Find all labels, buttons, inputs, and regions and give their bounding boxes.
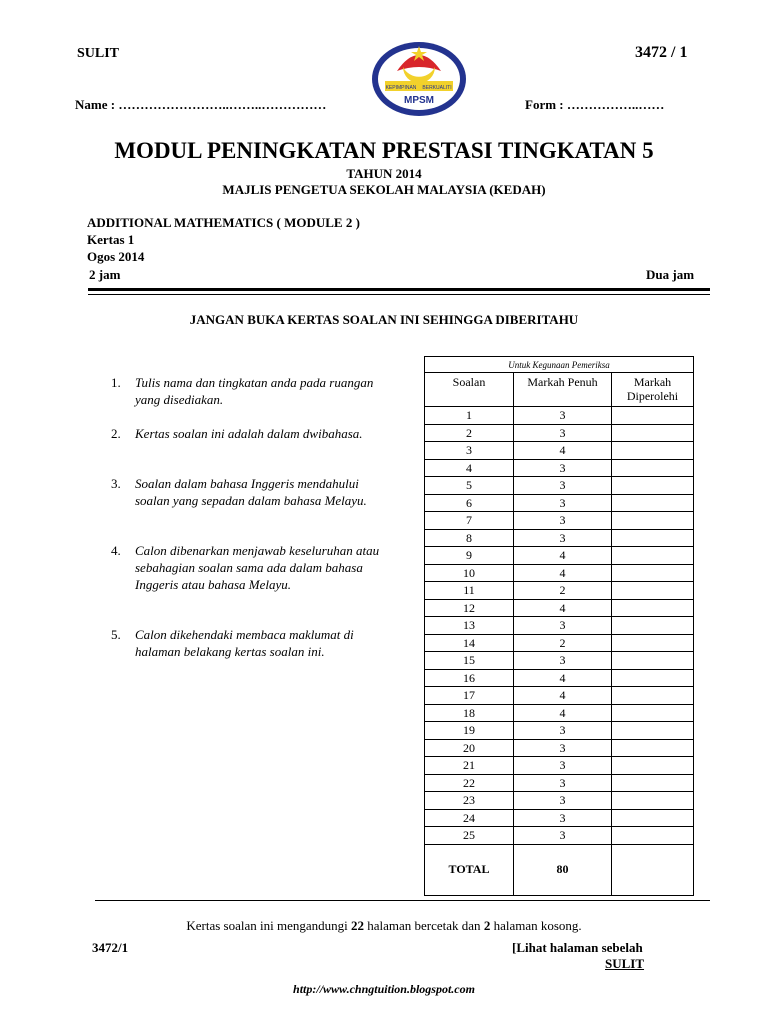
full-marks-cell: 4 bbox=[514, 687, 612, 705]
marks-obtained-cell[interactable] bbox=[612, 739, 694, 757]
marks-obtained-cell[interactable] bbox=[612, 792, 694, 810]
instruction-number: 3. bbox=[111, 476, 121, 491]
page-count-text: halaman kosong. bbox=[490, 918, 582, 933]
marks-obtained-cell[interactable] bbox=[612, 477, 694, 495]
full-marks-cell: 3 bbox=[514, 809, 612, 827]
total-obtained-cell[interactable] bbox=[612, 844, 694, 895]
instruction-text: Kertas soalan ini adalah dalam dwibahasa. bbox=[135, 426, 363, 441]
source-url-link[interactable]: http://www.chngtuition.blogspot.com bbox=[293, 982, 475, 996]
sulit-label-top: SULIT bbox=[77, 46, 120, 61]
question-number-cell: 20 bbox=[425, 739, 514, 757]
marks-obtained-cell[interactable] bbox=[612, 809, 694, 827]
logo-banner-left: KEPIMPINAN bbox=[385, 85, 417, 91]
column-header-marks-obtained: Markah Diperolehi bbox=[612, 373, 694, 407]
instruction-text: Soalan dalam bahasa Inggeris mendahului soalan yang sepadan dalam bahasa Melayu. bbox=[135, 476, 367, 508]
table-row bbox=[425, 792, 694, 810]
full-marks-cell: 4 bbox=[514, 599, 612, 617]
table-row bbox=[425, 827, 694, 845]
question-number-cell: 22 bbox=[425, 774, 514, 792]
subject-label: ADDITIONAL MATHEMATICS ( MODULE 2 ) bbox=[87, 215, 360, 230]
logo-banner-right: BERKUALITI bbox=[422, 85, 452, 91]
table-row bbox=[425, 687, 694, 705]
do-not-open-warning: JANGAN BUKA KERTAS SOALAN INI SEHINGGA DIBERITAHU bbox=[189, 312, 579, 327]
question-number-cell: 10 bbox=[425, 564, 514, 582]
full-marks-cell: 3 bbox=[514, 477, 612, 495]
marks-obtained-cell[interactable] bbox=[612, 827, 694, 845]
question-number-cell: 14 bbox=[425, 634, 514, 652]
marks-obtained-cell[interactable] bbox=[612, 582, 694, 600]
marks-obtained-cell[interactable] bbox=[612, 512, 694, 530]
table-row bbox=[425, 617, 694, 635]
table-total-row bbox=[425, 844, 694, 895]
marks-obtained-cell[interactable] bbox=[612, 722, 694, 740]
table-row bbox=[425, 477, 694, 495]
question-number-cell: 6 bbox=[425, 494, 514, 512]
instruction-number: 2. bbox=[111, 426, 121, 441]
paper-code-top: 3472 / 1 bbox=[635, 44, 688, 61]
question-number-cell: 21 bbox=[425, 757, 514, 775]
instruction-number: 4. bbox=[111, 543, 121, 558]
question-number-cell: 15 bbox=[425, 652, 514, 670]
duration-label: 2 jam bbox=[89, 267, 121, 282]
page-count-text: Kertas soalan ini mengandungi bbox=[186, 918, 351, 933]
marks-obtained-cell[interactable] bbox=[612, 442, 694, 460]
question-number-cell: 7 bbox=[425, 512, 514, 530]
blank-pages-count: 2 bbox=[483, 918, 491, 933]
full-marks-cell: 3 bbox=[514, 652, 612, 670]
question-number-cell: 18 bbox=[425, 704, 514, 722]
instruction-text: Tulis nama dan tingkatan anda pada ruangan yang disediakan. bbox=[135, 375, 374, 407]
page-count-text: halaman bercetak dan bbox=[363, 918, 484, 933]
table-row bbox=[425, 459, 694, 477]
full-marks-cell: 2 bbox=[514, 582, 612, 600]
full-marks-cell: 3 bbox=[514, 792, 612, 810]
year-subtitle: TAHUN 2014 bbox=[346, 166, 422, 181]
table-row bbox=[425, 722, 694, 740]
table-row bbox=[425, 704, 694, 722]
total-value-cell: 80 bbox=[514, 844, 612, 895]
question-number-cell: 3 bbox=[425, 442, 514, 460]
table-row bbox=[425, 494, 694, 512]
marks-obtained-cell[interactable] bbox=[612, 617, 694, 635]
question-number-cell: 19 bbox=[425, 722, 514, 740]
question-number-cell: 4 bbox=[425, 459, 514, 477]
marks-obtained-cell[interactable] bbox=[612, 634, 694, 652]
table-row bbox=[425, 424, 694, 442]
question-number-cell: 25 bbox=[425, 827, 514, 845]
full-marks-cell: 3 bbox=[514, 512, 612, 530]
total-label-cell: TOTAL bbox=[425, 844, 514, 895]
table-row bbox=[425, 582, 694, 600]
full-marks-cell: 4 bbox=[514, 442, 612, 460]
marks-obtained-cell[interactable] bbox=[612, 564, 694, 582]
marks-obtained-cell[interactable] bbox=[612, 704, 694, 722]
question-number-cell: 17 bbox=[425, 687, 514, 705]
instruction-text: Calon dibenarkan menjawab keseluruhan atau sebahagian soalan sama ada dalam bahasa Inggeris atau bahasa Melayu. bbox=[135, 543, 380, 592]
full-marks-cell: 3 bbox=[514, 722, 612, 740]
table-row bbox=[425, 739, 694, 757]
full-marks-cell: 3 bbox=[514, 757, 612, 775]
table-caption: Untuk Kegunaan Pemeriksa bbox=[425, 357, 694, 373]
marks-obtained-cell[interactable] bbox=[612, 757, 694, 775]
logo-text: MPSM bbox=[404, 95, 434, 106]
table-row bbox=[425, 809, 694, 827]
see-next-page-note: [Lihat halaman sebelah bbox=[512, 940, 643, 955]
marks-obtained-cell[interactable] bbox=[612, 407, 694, 425]
marks-obtained-cell[interactable] bbox=[612, 459, 694, 477]
duration-text: Dua jam bbox=[646, 267, 695, 282]
question-number-cell: 5 bbox=[425, 477, 514, 495]
sulit-label-bottom: SULIT bbox=[605, 956, 645, 971]
examiner-marks-table bbox=[424, 356, 694, 896]
table-row bbox=[425, 407, 694, 425]
footer-divider bbox=[95, 900, 710, 901]
question-number-cell: 9 bbox=[425, 547, 514, 565]
table-row bbox=[425, 634, 694, 652]
table-row bbox=[425, 442, 694, 460]
mpsm-crest-icon bbox=[371, 41, 467, 117]
question-number-cell: 13 bbox=[425, 617, 514, 635]
full-marks-cell: 3 bbox=[514, 739, 612, 757]
full-marks-cell: 3 bbox=[514, 407, 612, 425]
marks-obtained-cell[interactable] bbox=[612, 529, 694, 547]
question-number-cell: 1 bbox=[425, 407, 514, 425]
marks-obtained-cell[interactable] bbox=[612, 547, 694, 565]
document-title: MODUL PENINGKATAN PRESTASI TINGKATAN 5 bbox=[114, 138, 654, 163]
marks-obtained-cell[interactable] bbox=[612, 774, 694, 792]
table-row bbox=[425, 599, 694, 617]
question-number-cell: 16 bbox=[425, 669, 514, 687]
full-marks-cell: 4 bbox=[514, 704, 612, 722]
council-subtitle: MAJLIS PENGETUA SEKOLAH MALAYSIA (KEDAH) bbox=[222, 182, 546, 197]
marks-obtained-cell[interactable] bbox=[612, 599, 694, 617]
full-marks-cell: 4 bbox=[514, 547, 612, 565]
paper-code-bottom: 3472/1 bbox=[92, 940, 129, 955]
question-number-cell: 23 bbox=[425, 792, 514, 810]
marks-obtained-cell[interactable] bbox=[612, 669, 694, 687]
table-row bbox=[425, 547, 694, 565]
instruction-text: Calon dikehendaki membaca maklumat di halaman belakang kertas soalan ini. bbox=[135, 627, 354, 659]
full-marks-cell: 3 bbox=[514, 494, 612, 512]
printed-pages-count: 22 bbox=[350, 918, 364, 933]
form-field-label: Form : ……………..…… bbox=[525, 97, 665, 112]
table-row bbox=[425, 512, 694, 530]
header-divider-thick bbox=[88, 288, 710, 291]
page-count-note bbox=[0, 918, 768, 934]
column-header-full-marks: Markah Penuh bbox=[514, 373, 612, 407]
table-row bbox=[425, 564, 694, 582]
table-row bbox=[425, 669, 694, 687]
column-header-question: Soalan bbox=[425, 373, 514, 407]
name-field-label: Name : ……………………..……..…………… bbox=[75, 97, 327, 112]
full-marks-cell: 3 bbox=[514, 424, 612, 442]
instruction-number: 1. bbox=[111, 375, 121, 390]
paper-number: Kertas 1 bbox=[87, 232, 135, 247]
full-marks-cell: 3 bbox=[514, 827, 612, 845]
question-number-cell: 2 bbox=[425, 424, 514, 442]
marks-obtained-cell[interactable] bbox=[612, 652, 694, 670]
marks-obtained-cell[interactable] bbox=[612, 687, 694, 705]
table-row bbox=[425, 652, 694, 670]
full-marks-cell: 4 bbox=[514, 669, 612, 687]
exam-date: Ogos 2014 bbox=[87, 249, 145, 264]
marks-obtained-cell[interactable] bbox=[612, 424, 694, 442]
question-number-cell: 24 bbox=[425, 809, 514, 827]
full-marks-cell: 3 bbox=[514, 459, 612, 477]
full-marks-cell: 2 bbox=[514, 634, 612, 652]
question-number-cell: 11 bbox=[425, 582, 514, 600]
full-marks-cell: 3 bbox=[514, 617, 612, 635]
full-marks-cell: 3 bbox=[514, 529, 612, 547]
table-row bbox=[425, 774, 694, 792]
full-marks-cell: 4 bbox=[514, 564, 612, 582]
full-marks-cell: 3 bbox=[514, 774, 612, 792]
question-number-cell: 12 bbox=[425, 599, 514, 617]
instruction-number: 5. bbox=[111, 627, 121, 642]
header-divider-thin bbox=[88, 294, 710, 295]
marks-obtained-cell[interactable] bbox=[612, 494, 694, 512]
table-row bbox=[425, 757, 694, 775]
table-row bbox=[425, 529, 694, 547]
question-number-cell: 8 bbox=[425, 529, 514, 547]
